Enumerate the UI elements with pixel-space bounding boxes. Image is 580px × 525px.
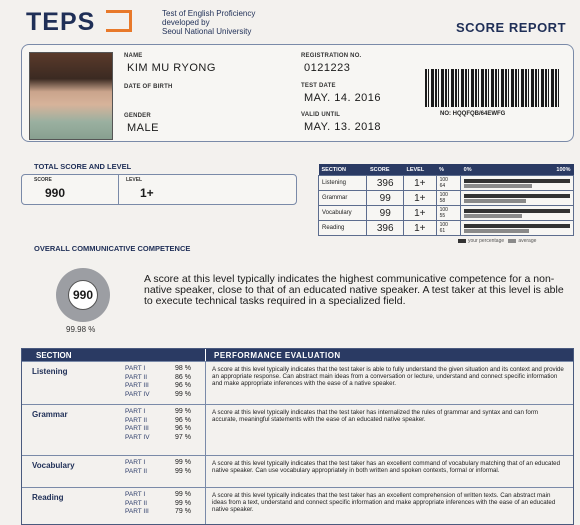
th-bar xyxy=(461,164,574,176)
legend-you: your percentage xyxy=(468,238,505,244)
score-label: SCORE xyxy=(34,177,52,183)
section-score: 99 xyxy=(367,206,404,221)
th-score: SCORE xyxy=(367,164,404,176)
section-level: 1+ xyxy=(403,206,436,221)
percent-you: 100 xyxy=(439,222,448,228)
section-level: 1+ xyxy=(403,191,436,206)
section-score: 396 xyxy=(367,221,404,236)
test-date: MAY. 14. 2016 xyxy=(304,92,382,104)
subtitle-line3: Seoul National University xyxy=(162,27,252,36)
eval-header xyxy=(22,349,573,361)
section-percent xyxy=(436,191,461,206)
overall-heading: OVERALL COMMUNICATIVE COMPETENCE xyxy=(34,244,191,253)
test-date-label: TEST DATE xyxy=(301,83,336,89)
part-label: PART III xyxy=(125,508,149,515)
eval-parts xyxy=(125,408,150,442)
section-name: Listening xyxy=(319,176,367,191)
part-percent: 79 % xyxy=(175,508,191,515)
eval-rows xyxy=(22,361,573,524)
eval-section-header: SECTION xyxy=(36,351,72,360)
performance-evaluation-table xyxy=(21,348,574,525)
part-percent: 97 % xyxy=(175,433,191,441)
percent-you: 100 xyxy=(439,177,448,183)
eval-header-divider xyxy=(205,349,206,361)
eval-description: A score at this level typically indicates that the test taker has an excellent command of vocabulary matching that of an educated native speaker. Can use vocabulary appropriately in both written and spoken contexts, formal or informal. xyxy=(212,460,561,474)
overall-description: A score at this level typically indicates the highest communicative competence for a non-native speaker, close to that of an educated native speaker. A test taker at this level is able to execute technical tasks required in a specialized field. xyxy=(144,273,564,307)
part-percent: 99 % xyxy=(175,408,191,415)
part-label: PART I xyxy=(125,459,146,466)
score-row-grammar xyxy=(319,191,574,206)
part-label: PART IV xyxy=(125,390,150,398)
legend-avg-swatch xyxy=(508,239,516,243)
section-bar-cell xyxy=(461,206,574,221)
section-score: 99 xyxy=(367,191,404,206)
section-score: 396 xyxy=(367,176,404,191)
bar-average xyxy=(464,199,525,203)
eval-section-name: Grammar xyxy=(32,410,68,419)
eval-row-listening xyxy=(22,361,573,404)
eval-row-vocabulary xyxy=(22,455,573,487)
eval-part-percents xyxy=(175,365,203,399)
part-percent: 86 % xyxy=(175,373,191,381)
score-table-header xyxy=(319,164,574,176)
part-percent: 99 % xyxy=(175,491,191,498)
dob-label: DATE OF BIRTH xyxy=(124,84,173,90)
part-label: PART I xyxy=(125,491,146,498)
chart-legend xyxy=(458,238,536,244)
eval-part-percents xyxy=(175,459,203,476)
eval-column-divider xyxy=(205,488,206,524)
percent-average: 58 xyxy=(439,198,446,204)
legend-avg: average xyxy=(518,238,537,244)
part-label: PART I xyxy=(125,365,146,372)
valid-until: MAY. 13. 2018 xyxy=(304,121,382,133)
percent-average: 64 xyxy=(439,183,446,189)
gender-label: GENDER xyxy=(124,113,151,119)
bar-average xyxy=(464,229,529,233)
section-level: 1+ xyxy=(403,176,436,191)
bar-average xyxy=(464,214,522,218)
eval-parts xyxy=(125,459,147,476)
level-label: LEVEL xyxy=(126,177,143,183)
part-percent: 98 % xyxy=(175,365,191,372)
subtitle-line1: Test of English Proficiency xyxy=(162,9,256,18)
bar-you xyxy=(464,209,570,213)
overall-percent: 99.98 % xyxy=(66,325,96,334)
eval-column-divider xyxy=(205,456,206,487)
th-level: LEVEL xyxy=(403,164,436,176)
percent-you: 100 xyxy=(439,192,448,198)
total-score: 990 xyxy=(45,186,66,200)
eval-row-reading xyxy=(22,487,573,524)
score-row-listening xyxy=(319,176,574,191)
bar-you xyxy=(464,194,570,198)
eval-section-name: Listening xyxy=(32,367,68,376)
part-percent: 99 % xyxy=(175,390,191,398)
part-label: PART III xyxy=(125,425,149,432)
part-label: PART II xyxy=(125,373,148,381)
section-bar-cell xyxy=(461,191,574,206)
teps-logo xyxy=(26,8,136,38)
total-divider xyxy=(118,175,119,204)
candidate-photo xyxy=(29,52,113,140)
th-hundred: 100% xyxy=(556,166,571,173)
eval-section-name: Vocabulary xyxy=(32,461,75,470)
part-percent: 99 % xyxy=(175,459,191,466)
section-bar-cell xyxy=(461,221,574,236)
legend-you-swatch xyxy=(458,239,466,243)
eval-description: A score at this level typically indicates that the test taker has an excellent comprehension of written texts. Can abstract main ideas from a text, understand and connect specific information and make appropriate inferences with the ease of an educated native speaker. xyxy=(212,492,556,513)
th-zero: 0% xyxy=(463,166,472,173)
registration-label: REGISTRATION NO. xyxy=(301,53,362,59)
total-level: 1+ xyxy=(140,186,154,200)
score-row-reading xyxy=(319,221,574,236)
section-percent xyxy=(436,221,461,236)
section-name: Vocabulary xyxy=(319,206,367,221)
eval-column-divider xyxy=(205,362,206,404)
part-percent: 96 % xyxy=(175,416,191,424)
eval-description: A score at this level typically indicates that the test taker is able to fully understand the given situation and its context and provide an appropriate response. Can abstract main ideas from a conversation or lecture, understand and connect specific information and make appropriate inferences with the ease of a native speaker. xyxy=(212,366,564,387)
eval-part-percents xyxy=(175,491,203,517)
name-label: NAME xyxy=(124,53,143,59)
eval-section-name: Reading xyxy=(32,493,64,502)
part-percent: 99 % xyxy=(175,467,191,475)
valid-until-label: VALID UNTIL xyxy=(301,112,341,118)
section-name: Grammar xyxy=(319,191,367,206)
subtitle-line2: developed by xyxy=(162,18,210,27)
bar-you xyxy=(464,179,570,183)
header-subtitle xyxy=(162,9,255,36)
th-section: SECTION xyxy=(319,164,367,176)
bar-you xyxy=(464,224,570,228)
part-percent: 96 % xyxy=(175,382,191,389)
part-label: PART II xyxy=(125,499,148,507)
eval-parts xyxy=(125,365,150,399)
barcode xyxy=(425,69,561,107)
part-label: PART I xyxy=(125,408,146,415)
percent-average: 61 xyxy=(439,228,446,234)
candidate-name: KIM MU RYONG xyxy=(127,62,216,74)
eval-description: A score at this level typically indicates that the test taker has internalized the rules of grammar and syntax and can form accurate, meaningful statements with the ease of an educated native speaker. xyxy=(212,409,539,423)
eval-part-percents xyxy=(175,408,203,442)
logo-bracket-shape xyxy=(106,10,132,32)
report-title: SCORE REPORT xyxy=(456,20,567,35)
section-name: Reading xyxy=(319,221,367,236)
barcode-number: NO: HQQFQB/64EWFG xyxy=(440,111,506,117)
part-label: PART II xyxy=(125,467,148,475)
section-bar-cell xyxy=(461,176,574,191)
registration-number: 0121223 xyxy=(304,62,351,74)
part-label: PART III xyxy=(125,382,149,389)
candidate-gender: MALE xyxy=(127,122,159,134)
eval-column-divider xyxy=(205,405,206,455)
overall-score: 990 xyxy=(68,280,98,310)
logo-text: TEPS xyxy=(26,8,96,36)
eval-parts xyxy=(125,491,149,517)
eval-row-grammar xyxy=(22,404,573,455)
part-label: PART II xyxy=(125,416,148,424)
score-row-vocabulary xyxy=(319,206,574,221)
eval-performance-header: PERFORMANCE EVALUATION xyxy=(214,351,341,360)
part-label: PART IV xyxy=(125,433,150,441)
th-pct: % xyxy=(436,164,461,176)
section-percent xyxy=(436,176,461,191)
section-score-table xyxy=(318,164,574,236)
percent-you: 100 xyxy=(439,207,448,213)
percent-average: 55 xyxy=(439,213,446,219)
section-percent xyxy=(436,206,461,221)
part-percent: 99 % xyxy=(175,499,191,507)
part-percent: 96 % xyxy=(175,425,191,432)
total-score-heading: TOTAL SCORE AND LEVEL xyxy=(34,162,132,171)
section-level: 1+ xyxy=(403,221,436,236)
bar-average xyxy=(464,184,532,188)
